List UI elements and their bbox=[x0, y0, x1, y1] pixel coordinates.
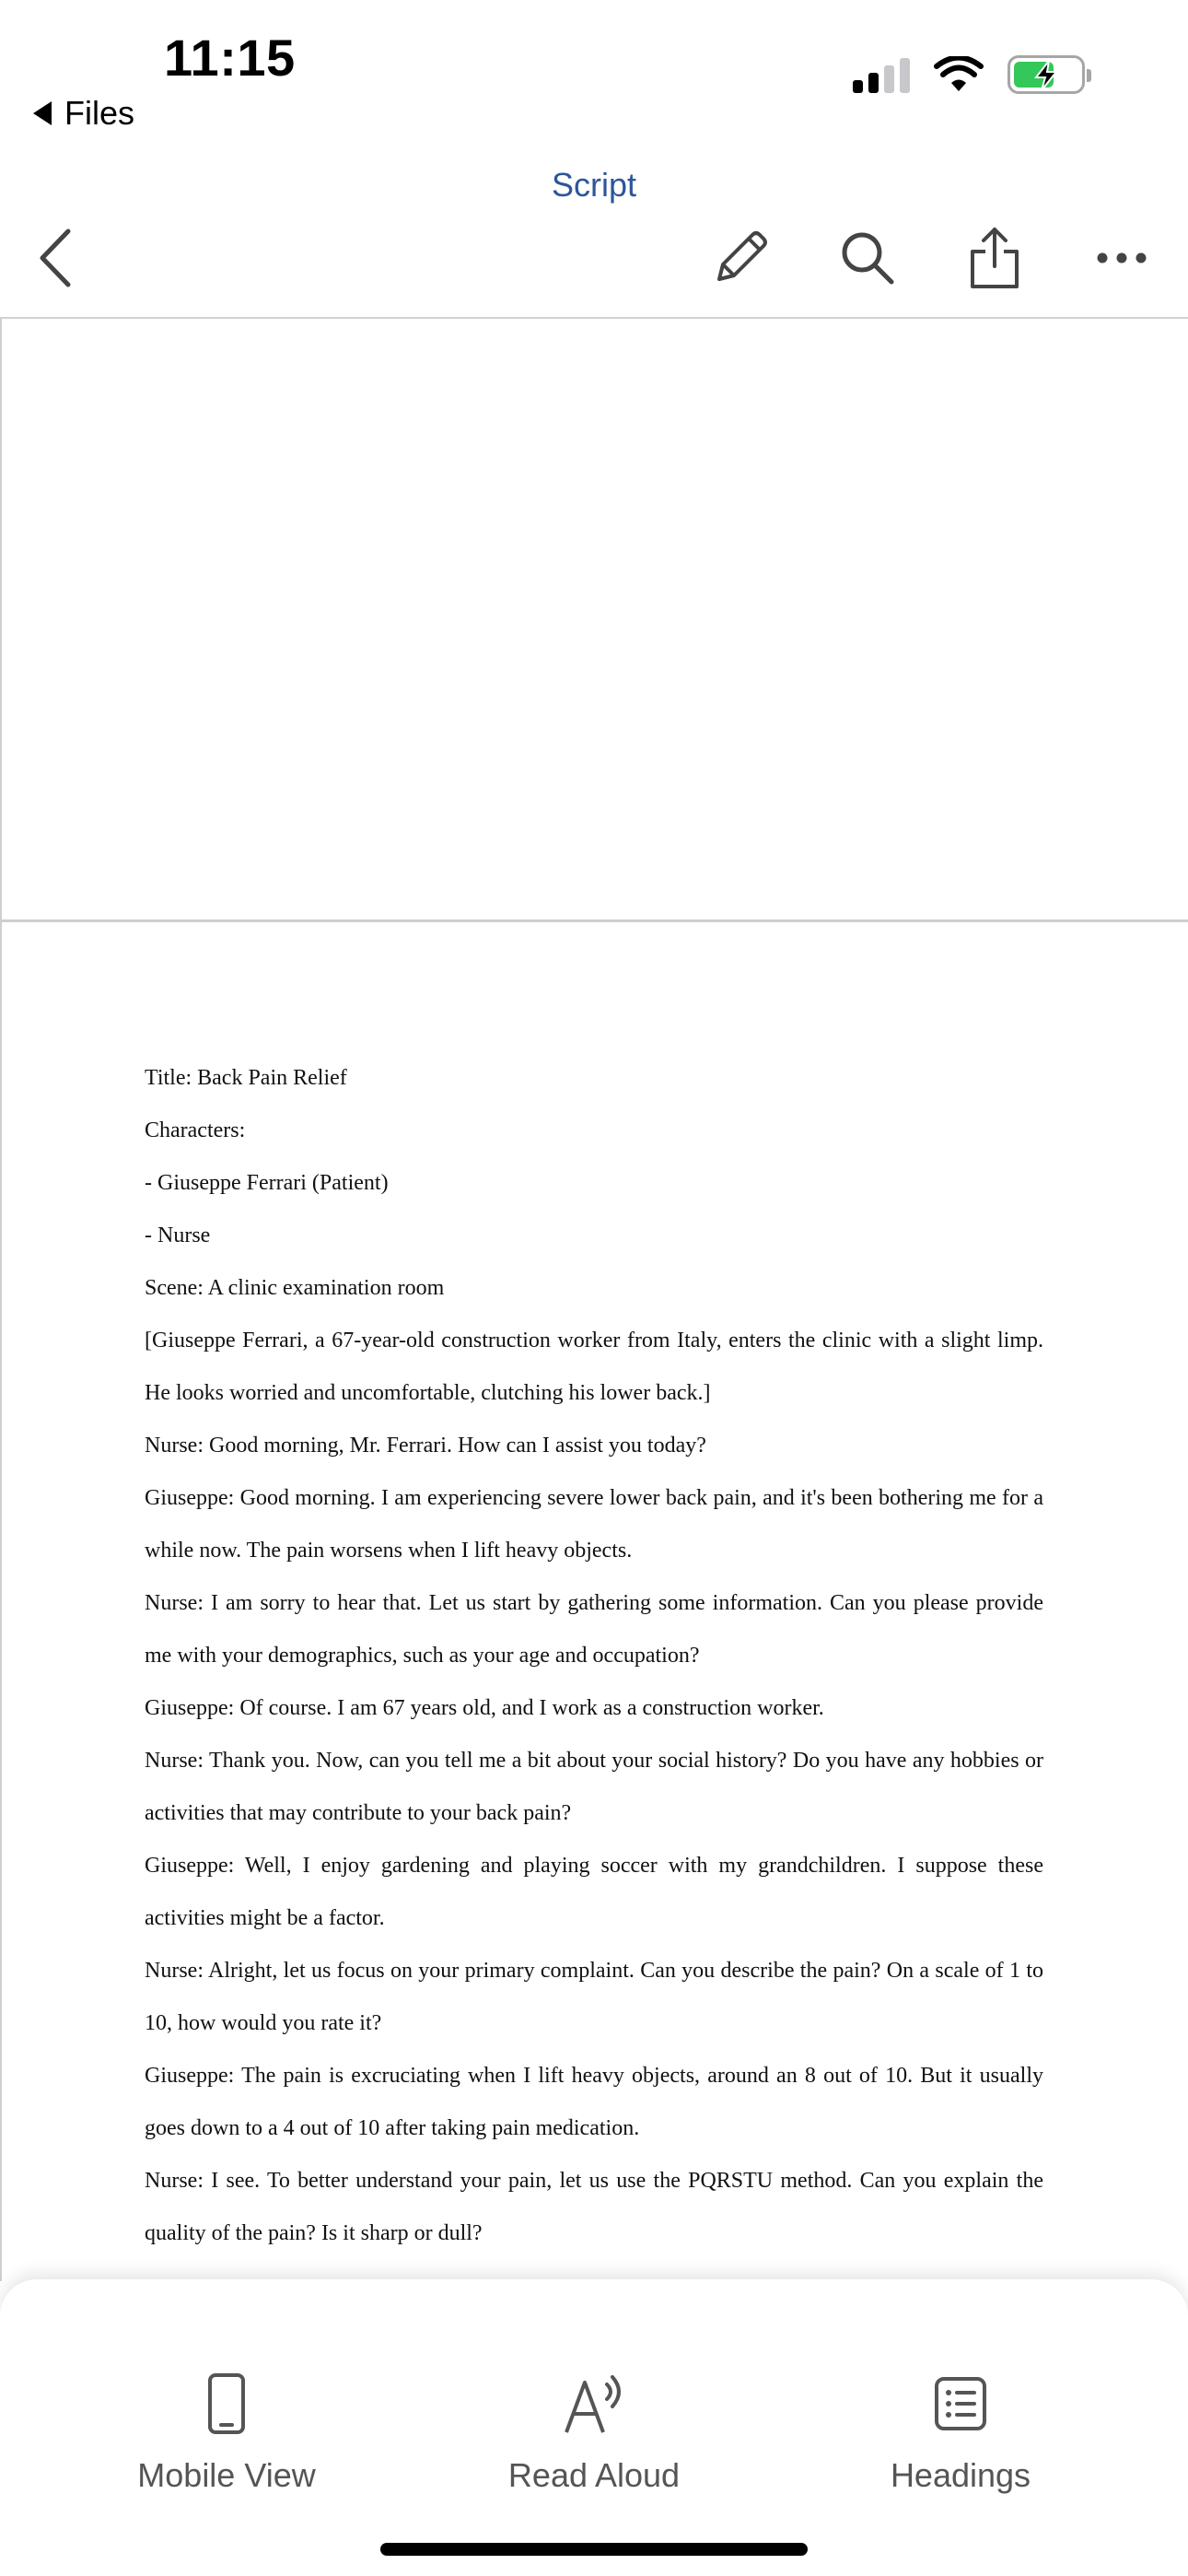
share-button[interactable] bbox=[958, 221, 1031, 295]
doc-paragraph: Giuseppe: The pain is excruciating when I lift heavy objects, around an 8 out of 10. But it usually goes down to a 4 out of 10 after taking pain medication. bbox=[145, 2064, 1043, 2140]
status-icons bbox=[853, 55, 1085, 94]
wifi-icon bbox=[934, 56, 984, 93]
battery-charging-icon bbox=[1007, 55, 1085, 94]
back-button[interactable] bbox=[18, 221, 92, 295]
search-button[interactable] bbox=[831, 221, 904, 295]
status-time: 11:15 bbox=[164, 29, 296, 87]
doc-paragraph: - Nurse bbox=[145, 1224, 211, 1247]
bottom-action-bar bbox=[0, 2279, 1188, 2576]
doc-paragraph: Giuseppe: Good morning. I am experiencing severe lower back pain, and it's been bothering me for a while now. The pain worsens when I lift heavy objects. bbox=[145, 1486, 1043, 1563]
doc-paragraph: Nurse: I see. To better understand your pain, let us use the PQRSTU method. Can you explain the quality of the pain? Is it sharp or dull? bbox=[145, 2169, 1043, 2245]
doc-paragraph: - Giuseppe Ferrari (Patient) bbox=[145, 1171, 389, 1195]
home-indicator[interactable] bbox=[380, 2543, 808, 2556]
read-aloud-icon bbox=[561, 2371, 627, 2436]
doc-paragraph: Scene: A clinic examination room bbox=[145, 1276, 445, 1300]
edit-button[interactable] bbox=[704, 221, 777, 295]
more-icon bbox=[1096, 252, 1147, 264]
more-button[interactable] bbox=[1085, 221, 1159, 295]
document-toolbar bbox=[0, 221, 1188, 317]
doc-paragraph: Giuseppe: Of course. I am 67 years old, and I work as a construction worker. bbox=[145, 1696, 824, 1720]
mobile-phone-icon bbox=[206, 2371, 247, 2436]
back-triangle-icon bbox=[33, 101, 52, 125]
mobile-view-label: Mobile View bbox=[137, 2456, 316, 2494]
headings-label: Headings bbox=[890, 2456, 1031, 2494]
document-body bbox=[145, 1052, 1043, 2260]
share-icon bbox=[967, 226, 1022, 290]
doc-paragraph: Nurse: Alright, let us focus on your primary complaint. Can you describe the pain? On a scale of 1 to 10, how would you rate it? bbox=[145, 1959, 1043, 2035]
doc-paragraph: Giuseppe: Well, I enjoy gardening and playing soccer with my grandchildren. I suppose these activities might be a factor. bbox=[145, 1854, 1043, 1930]
pencil-icon bbox=[710, 228, 771, 288]
doc-paragraph: Nurse: Good morning, Mr. Ferrari. How can I assist you today? bbox=[145, 1434, 706, 1458]
read-aloud-button[interactable] bbox=[447, 2371, 741, 2495]
page-break bbox=[0, 919, 1188, 922]
search-icon bbox=[839, 229, 896, 287]
doc-paragraph: Characters: bbox=[145, 1118, 246, 1142]
mobile-view-button[interactable] bbox=[79, 2371, 374, 2495]
headings-list-icon bbox=[933, 2371, 988, 2436]
back-chevron-icon bbox=[37, 228, 74, 288]
page-edge bbox=[0, 319, 2, 2281]
doc-paragraph: Nurse: I am sorry to hear that. Let us start by gathering some information. Can you please provide me with your demographics, such as your age and occupation? bbox=[145, 1591, 1043, 1668]
read-aloud-label: Read Aloud bbox=[507, 2456, 681, 2494]
headings-button[interactable] bbox=[813, 2371, 1108, 2495]
back-to-files-link[interactable] bbox=[33, 94, 134, 133]
cellular-signal-icon bbox=[853, 56, 910, 93]
doc-paragraph: [Giuseppe Ferrari, a 67-year-old construction worker from Italy, enters the clinic with a slight limp. He looks worried and uncomfortable, clutching his lower back.] bbox=[145, 1329, 1043, 1405]
document-title: Script bbox=[551, 166, 637, 204]
doc-paragraph: Title: Back Pain Relief bbox=[145, 1066, 347, 1090]
back-files-label: Files bbox=[64, 94, 135, 132]
doc-paragraph: Nurse: Thank you. Now, can you tell me a bit about your social history? Do you have any hobbies or activities that may contribute to your back pain? bbox=[145, 1749, 1043, 1825]
